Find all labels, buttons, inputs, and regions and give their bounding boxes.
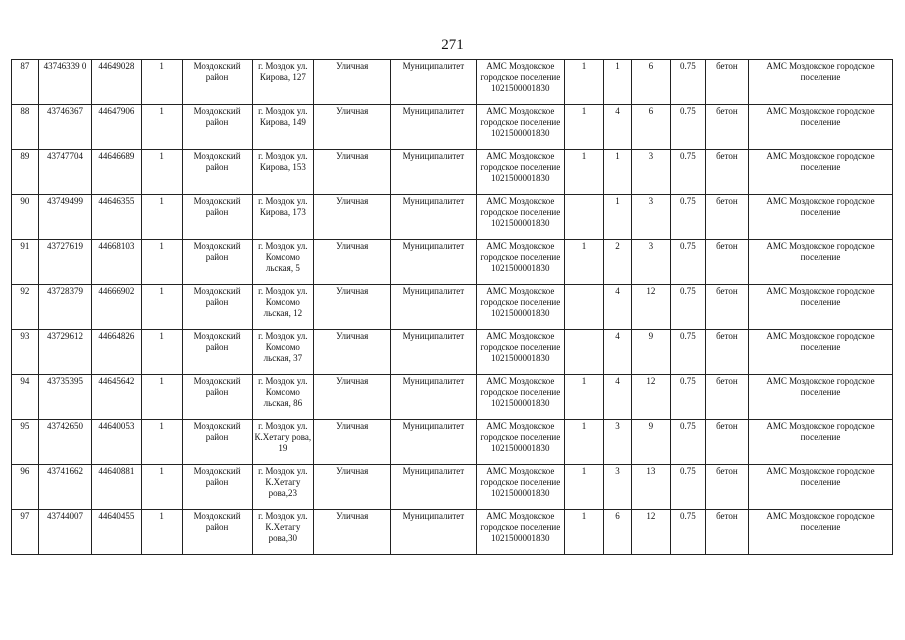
cell-material: бетон [705,330,748,375]
cell-address: г. Моздок ул. Кирова, 173 [252,195,314,240]
cell-count: 1 [141,375,182,420]
cell-address: г. Моздок ул. Комсомо льская, 5 [252,240,314,285]
cell-latitude: 43729612 [38,330,91,375]
cell-qty-c: 3 [631,240,670,285]
cell-ownership: Муниципалитет [391,465,476,510]
page-number: 271 [441,37,464,53]
cell-address: г. Моздок ул. Комсомо льская, 12 [252,285,314,330]
cell-qty-b: 3 [604,465,632,510]
cell-qty-a: 1 [565,240,604,285]
cell-qty-a: 1 [565,465,604,510]
cell-longitude: 44640455 [92,510,141,555]
cell-ownership: Муниципалитет [391,510,476,555]
table-row [12,150,893,195]
cell-holder: АМС Моздокское городское поселение 1021500001830 [476,375,564,420]
cell-ownership: Муниципалитет [391,105,476,150]
cell-qty-b: 3 [604,420,632,465]
cell-material: бетон [705,465,748,510]
cell-type: Уличная [314,105,391,150]
cell-material: бетон [705,240,748,285]
cell-district: Моздокский район [182,60,252,105]
cell-address: г. Моздок ул. К.Хетагу рова, 19 [252,420,314,465]
cell-owner: АМС Моздокское городское поселение [748,330,892,375]
cell-address: г. Моздок ул. Комсомо льская, 37 [252,330,314,375]
table-row [12,285,893,330]
cell-holder: АМС Моздокское городское поселение 1021500001830 [476,420,564,465]
cell-longitude: 44640881 [92,465,141,510]
cell-qty-a: 1 [565,375,604,420]
cell-qty-c: 6 [631,60,670,105]
cell-district: Моздокский район [182,150,252,195]
cell-holder: АМС Моздокское городское поселение 1021500001830 [476,195,564,240]
cell-ownership: Муниципалитет [391,240,476,285]
cell-volume: 0.75 [670,330,705,375]
cell-latitude: 43747704 [38,150,91,195]
cell-type: Уличная [314,150,391,195]
cell-district: Моздокский район [182,240,252,285]
cell-holder: АМС Моздокское городское поселение 1021500001830 [476,150,564,195]
cell-type: Уличная [314,195,391,240]
cell-district: Моздокский район [182,330,252,375]
cell-owner: АМС Моздокское городское поселение [748,60,892,105]
cell-volume: 0.75 [670,465,705,510]
cell-material: бетон [705,375,748,420]
table-row [12,465,893,510]
cell-qty-a: 1 [565,510,604,555]
cell-district: Моздокский район [182,510,252,555]
cell-number: 91 [12,240,39,285]
cell-ownership: Муниципалитет [391,285,476,330]
cell-longitude: 44664826 [92,330,141,375]
cell-material: бетон [705,105,748,150]
cell-qty-a: 1 [565,105,604,150]
cell-owner: АМС Моздокское городское поселение [748,195,892,240]
cell-count: 1 [141,330,182,375]
cell-owner: АМС Моздокское городское поселение [748,420,892,465]
cell-latitude: 43742650 [38,420,91,465]
cell-number: 89 [12,150,39,195]
cell-number: 96 [12,465,39,510]
cell-district: Моздокский район [182,195,252,240]
cell-number: 92 [12,285,39,330]
cell-material: бетон [705,60,748,105]
cell-qty-b: 2 [604,240,632,285]
cell-count: 1 [141,60,182,105]
cell-qty-c: 9 [631,330,670,375]
cell-holder: АМС Моздокское городское поселение 1021500001830 [476,330,564,375]
cell-number: 95 [12,420,39,465]
cell-owner: АМС Моздокское городское поселение [748,285,892,330]
cell-qty-c: 12 [631,285,670,330]
registry-table [11,59,893,555]
cell-ownership: Муниципалитет [391,375,476,420]
cell-owner: АМС Моздокское городское поселение [748,510,892,555]
cell-type: Уличная [314,510,391,555]
cell-material: бетон [705,285,748,330]
cell-qty-b: 4 [604,375,632,420]
cell-holder: АМС Моздокское городское поселение 1021500001830 [476,510,564,555]
cell-material: бетон [705,195,748,240]
cell-count: 1 [141,420,182,465]
cell-qty-b: 4 [604,330,632,375]
cell-district: Моздокский район [182,465,252,510]
cell-qty-a [565,285,604,330]
cell-qty-a [565,195,604,240]
cell-address: г. Моздок ул. Кирова, 127 [252,60,314,105]
cell-volume: 0.75 [670,510,705,555]
table-row [12,420,893,465]
cell-type: Уличная [314,420,391,465]
cell-latitude: 43728379 [38,285,91,330]
cell-count: 1 [141,465,182,510]
cell-qty-b: 1 [604,195,632,240]
cell-owner: АМС Моздокское городское поселение [748,465,892,510]
cell-latitude: 43744007 [38,510,91,555]
cell-district: Моздокский район [182,420,252,465]
cell-district: Моздокский район [182,285,252,330]
cell-number: 87 [12,60,39,105]
cell-number: 97 [12,510,39,555]
cell-type: Уличная [314,285,391,330]
cell-count: 1 [141,150,182,195]
table-row [12,60,893,105]
cell-latitude: 43746367 [38,105,91,150]
cell-address: г. Моздок ул. К.Хетагу рова,23 [252,465,314,510]
cell-qty-a: 1 [565,150,604,195]
cell-qty-b: 4 [604,285,632,330]
cell-longitude: 44649028 [92,60,141,105]
cell-ownership: Муниципалитет [391,60,476,105]
cell-latitude: 43741662 [38,465,91,510]
cell-number: 93 [12,330,39,375]
cell-qty-c: 3 [631,150,670,195]
cell-material: бетон [705,510,748,555]
cell-count: 1 [141,240,182,285]
cell-qty-a: 1 [565,60,604,105]
cell-qty-c: 6 [631,105,670,150]
cell-qty-c: 12 [631,375,670,420]
cell-qty-c: 3 [631,195,670,240]
cell-type: Уличная [314,330,391,375]
cell-ownership: Муниципалитет [391,150,476,195]
cell-address: г. Моздок ул. Кирова, 149 [252,105,314,150]
cell-address: г. Моздок ул. Кирова, 153 [252,150,314,195]
cell-address: г. Моздок ул. Комсомо льская, 86 [252,375,314,420]
cell-number: 94 [12,375,39,420]
cell-holder: АМС Моздокское городское поселение 1021500001830 [476,105,564,150]
cell-latitude: 43735395 [38,375,91,420]
cell-holder: АМС Моздокское городское поселение 1021500001830 [476,465,564,510]
cell-qty-b: 1 [604,60,632,105]
cell-count: 1 [141,285,182,330]
table-row [12,195,893,240]
cell-volume: 0.75 [670,150,705,195]
cell-owner: АМС Моздокское городское поселение [748,240,892,285]
cell-longitude: 44640053 [92,420,141,465]
cell-qty-b: 4 [604,105,632,150]
cell-holder: АМС Моздокское городское поселение 1021500001830 [476,240,564,285]
cell-qty-a [565,330,604,375]
cell-number: 90 [12,195,39,240]
cell-longitude: 44645642 [92,375,141,420]
table-row [12,510,893,555]
cell-type: Уличная [314,375,391,420]
cell-type: Уличная [314,60,391,105]
cell-owner: АМС Моздокское городское поселение [748,105,892,150]
cell-qty-c: 12 [631,510,670,555]
cell-ownership: Муниципалитет [391,330,476,375]
cell-count: 1 [141,105,182,150]
cell-longitude: 44646355 [92,195,141,240]
cell-qty-a: 1 [565,420,604,465]
cell-ownership: Муниципалитет [391,195,476,240]
cell-latitude: 43749499 [38,195,91,240]
cell-qty-b: 1 [604,150,632,195]
cell-holder: АМС Моздокское городское поселение 1021500001830 [476,60,564,105]
table-row [12,375,893,420]
cell-type: Уличная [314,240,391,285]
table-row [12,105,893,150]
cell-number: 88 [12,105,39,150]
cell-volume: 0.75 [670,420,705,465]
cell-latitude: 43746339 0 [38,60,91,105]
cell-latitude: 43727619 [38,240,91,285]
cell-longitude: 44647906 [92,105,141,150]
cell-qty-c: 9 [631,420,670,465]
cell-type: Уличная [314,465,391,510]
table-row [12,240,893,285]
cell-qty-c: 13 [631,465,670,510]
cell-volume: 0.75 [670,240,705,285]
cell-volume: 0.75 [670,195,705,240]
cell-owner: АМС Моздокское городское поселение [748,150,892,195]
cell-volume: 0.75 [670,285,705,330]
cell-volume: 0.75 [670,375,705,420]
cell-district: Моздокский район [182,105,252,150]
cell-volume: 0.75 [670,105,705,150]
cell-ownership: Муниципалитет [391,420,476,465]
cell-count: 1 [141,510,182,555]
cell-longitude: 44668103 [92,240,141,285]
cell-volume: 0.75 [670,60,705,105]
cell-qty-b: 6 [604,510,632,555]
cell-owner: АМС Моздокское городское поселение [748,375,892,420]
cell-count: 1 [141,195,182,240]
cell-material: бетон [705,150,748,195]
cell-longitude: 44666902 [92,285,141,330]
cell-district: Моздокский район [182,375,252,420]
table-row [12,330,893,375]
cell-address: г. Моздок ул. К.Хетагу рова,30 [252,510,314,555]
cell-longitude: 44646689 [92,150,141,195]
cell-holder: АМС Моздокское городское поселение 1021500001830 [476,285,564,330]
cell-material: бетон [705,420,748,465]
